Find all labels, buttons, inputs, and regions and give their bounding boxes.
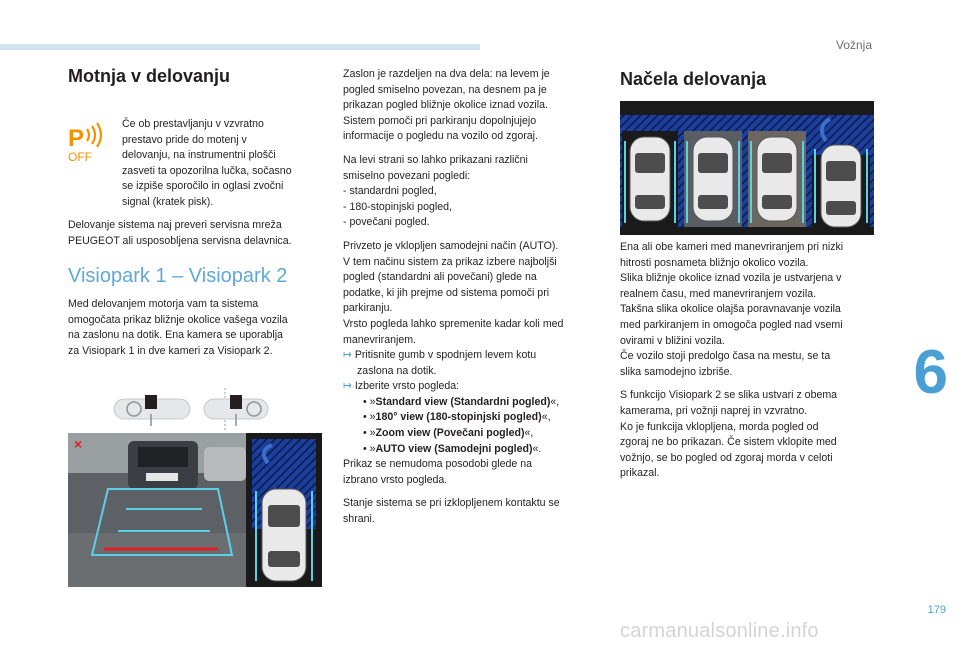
rear-camera-screen [68,433,322,587]
off-label: OFF [68,150,92,162]
park-assist-off-icon [68,122,110,162]
car-top-view-2 [684,131,742,227]
step-marker-icon: ↦ [343,380,352,393]
car-top-view-4 [812,145,870,227]
malfunction-title: Motnja v delovanju [68,66,231,86]
car-top-view-1 [622,131,678,227]
warning-text: Če ob prestavljanju v vzvratno prestavo pride do motenj v delovanju, na instrumentni plošči zasveti ta opozorilna lučka, sočasno se izpiše sporočilo in oglasi zvočni signal (kratek pisk). [122,118,292,208]
service-text: Delovanje sistema naj preveri servisna mreža PEUGEOT ali usposobljena servisna delavnica. [68,219,292,247]
principles-text: Ena ali obe kameri med manevriranjem pri nizki hitrosti posnameta bližnjo okolico vozila. Slika bližnje okolice iznad vozila je ustvarjena v realnem času, med manevriranjem vozila. Takšna slika okolice olajša poravnavanje vozila med parkiranjem in omogoča pogled nad vsemi ovirami v bližini vozila. Če vozilo stoji predolgo časa na mestu, se ta slika samodejno izbriše. S funkcijo Visiopark 2 se slika ustvari z obema kamerama, pri vožnji naprej in vzvratno. Ko je funkcija vklopljena, morda pogled od zgoraj ne bo prikazan. Če sistem vklopite med vožnjo, se bo pogled od zgoraj morda v celoti prikazal. [620,241,844,480]
section-name: Vožnja [835,38,872,52]
chapter-number: 6 [913,338,948,407]
car-top-view-3 [748,131,806,227]
camera-location-illustration [68,388,322,432]
middle-text: Zaslon je razdeljen na dva dela: na levem je pogled smiselno povezan, na desnem pa je prikazan pogled bližnje okolice iznad vozila. Sistem pomoči pri parkiranju dopolnjujejo informacije o pogledu na vozilo od zgoraj. Na levi strani so lahko prikazani različni smiselno povezani pogledi: - standardni pogled, - 180-stopinjski pogled, - povečani pogled. Privzeto je vklopljen samodejni način (AUTO). V tem načinu sistem za prikaz izbere najboljši pogled (standardni ali povečani) glede na podatke, ki jih prejme od sistema pomoči pri parkiranju. Vrsto pogleda lahko spremenite kadar koli med manevriranjem. ↦ Pritisnite gumb v spodnjem levem kotu zaslona na dotik. ↦ Izberite vrsto pogleda: • »Standard view (Standardni pogled)«, • »180° view (180-stopinjski pogled)«, • »Zoom view (Povečani pogled)«, • »AUTO view (Samodejni pogled)«. Prikaz se nemudoma posodobi glede na izbrano vrsto pogleda. Stanje sistema se pri izklopljenem kontaktu se shrani. [343,68,564,526]
visiopark-text: Med delovanjem motorja vam ta sistema omogočata prikaz bližnje okolice vašega vozila na zaslonu na dotik. Ena kamera se uporablja za Visiopark 1 in dve kameri za Visiopark 2. [68,298,288,357]
top-view-sequence [620,101,874,235]
watermark: carmanualsonline.info [620,620,819,642]
principles-title: Načela delovanja [620,69,767,89]
page-number: 179 [927,604,946,616]
header-bar [0,44,480,50]
svg-text:P: P [68,125,85,152]
close-icon: × [74,436,83,452]
visiopark-title: Visiopark 1 – Visiopark 2 [68,265,288,287]
step-marker-icon: ↦ [343,349,352,362]
